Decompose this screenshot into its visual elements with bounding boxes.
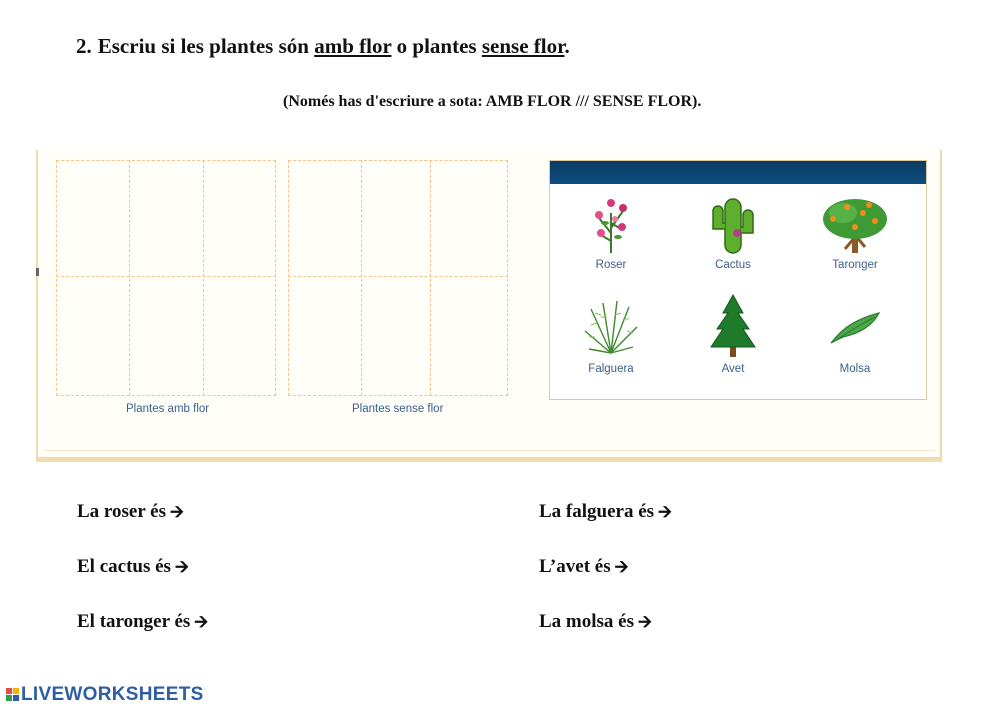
dashed-grid bbox=[56, 160, 276, 396]
answer-avet bbox=[539, 554, 628, 583]
answer-text: El cactus és bbox=[77, 556, 171, 577]
right-arrow-icon: 🡪 bbox=[174, 557, 189, 577]
exercise-number: 2. bbox=[76, 34, 92, 58]
drop-area-amb-flor bbox=[56, 160, 276, 396]
answer-taronger bbox=[77, 609, 208, 638]
instruction-text: (Només has d'escriure a sota: AMB FLOR /// SENSE FLOR). bbox=[283, 93, 702, 110]
fern-icon bbox=[581, 297, 641, 359]
grid-line bbox=[56, 276, 276, 277]
answer-falguera bbox=[539, 499, 672, 528]
plants-card bbox=[549, 160, 927, 400]
plant-name: Cactus bbox=[715, 259, 751, 271]
plant-name: Falguera bbox=[588, 363, 634, 375]
cactus-icon bbox=[701, 193, 765, 255]
plant-taronger bbox=[800, 193, 910, 271]
title-text-b: o plantes bbox=[391, 34, 482, 58]
orange-tree-icon bbox=[819, 193, 891, 255]
label-plantes-sense-flor: Plantes sense flor bbox=[352, 403, 444, 415]
right-arrow-icon: 🡪 bbox=[170, 502, 184, 522]
answer-text: El taronger és bbox=[77, 611, 191, 632]
grid-line bbox=[361, 160, 362, 396]
grid-line bbox=[430, 160, 431, 396]
label-plantes-amb-flor: Plantes amb flor bbox=[126, 403, 210, 415]
logo-text: LIVEWORKSHEETS bbox=[21, 684, 204, 705]
card-header-bar bbox=[550, 161, 926, 184]
panel-edge-mark bbox=[36, 268, 39, 276]
title-text-c: . bbox=[564, 34, 570, 58]
term-amb-flor: amb flor bbox=[314, 34, 392, 58]
panel-bottom-line bbox=[44, 450, 934, 451]
answer-text: L’avet és bbox=[539, 556, 611, 577]
logo-mark-icon bbox=[6, 688, 19, 701]
answer-roser bbox=[77, 499, 184, 528]
plant-name: Roser bbox=[595, 259, 627, 271]
answer-molsa bbox=[539, 609, 652, 638]
plant-falguera bbox=[556, 297, 666, 375]
exercise-title bbox=[76, 34, 570, 59]
plant-cactus bbox=[678, 193, 788, 271]
rose-bush-icon bbox=[581, 193, 641, 255]
plant-roser bbox=[556, 193, 666, 271]
drop-area-sense-flor bbox=[288, 160, 508, 396]
right-arrow-icon: 🡪 bbox=[658, 502, 672, 522]
grid-line bbox=[203, 160, 204, 396]
title-text-a: Escriu si les plantes són bbox=[97, 34, 315, 58]
plant-name: Molsa bbox=[839, 363, 871, 375]
grid-line bbox=[129, 160, 130, 396]
answer-text: La molsa és bbox=[539, 611, 634, 632]
plant-avet bbox=[678, 293, 788, 375]
term-sense-flor: sense flor bbox=[481, 34, 565, 58]
answer-cactus bbox=[77, 554, 189, 583]
grid-line bbox=[288, 276, 508, 277]
plant-molsa bbox=[800, 297, 910, 375]
plant-name: Avet bbox=[721, 363, 745, 375]
fir-tree-icon bbox=[703, 293, 763, 359]
activity-image-panel bbox=[36, 150, 942, 462]
dashed-grid bbox=[288, 160, 508, 396]
right-arrow-icon: 🡪 bbox=[194, 612, 209, 632]
right-arrow-icon: 🡪 bbox=[614, 557, 629, 577]
plant-name: Taronger bbox=[832, 259, 878, 271]
moss-icon bbox=[825, 297, 885, 359]
right-arrow-icon: 🡪 bbox=[638, 612, 652, 632]
liveworksheets-logo bbox=[6, 684, 204, 706]
answer-text: La roser és bbox=[77, 501, 167, 522]
answer-text: La falguera és bbox=[539, 501, 655, 522]
